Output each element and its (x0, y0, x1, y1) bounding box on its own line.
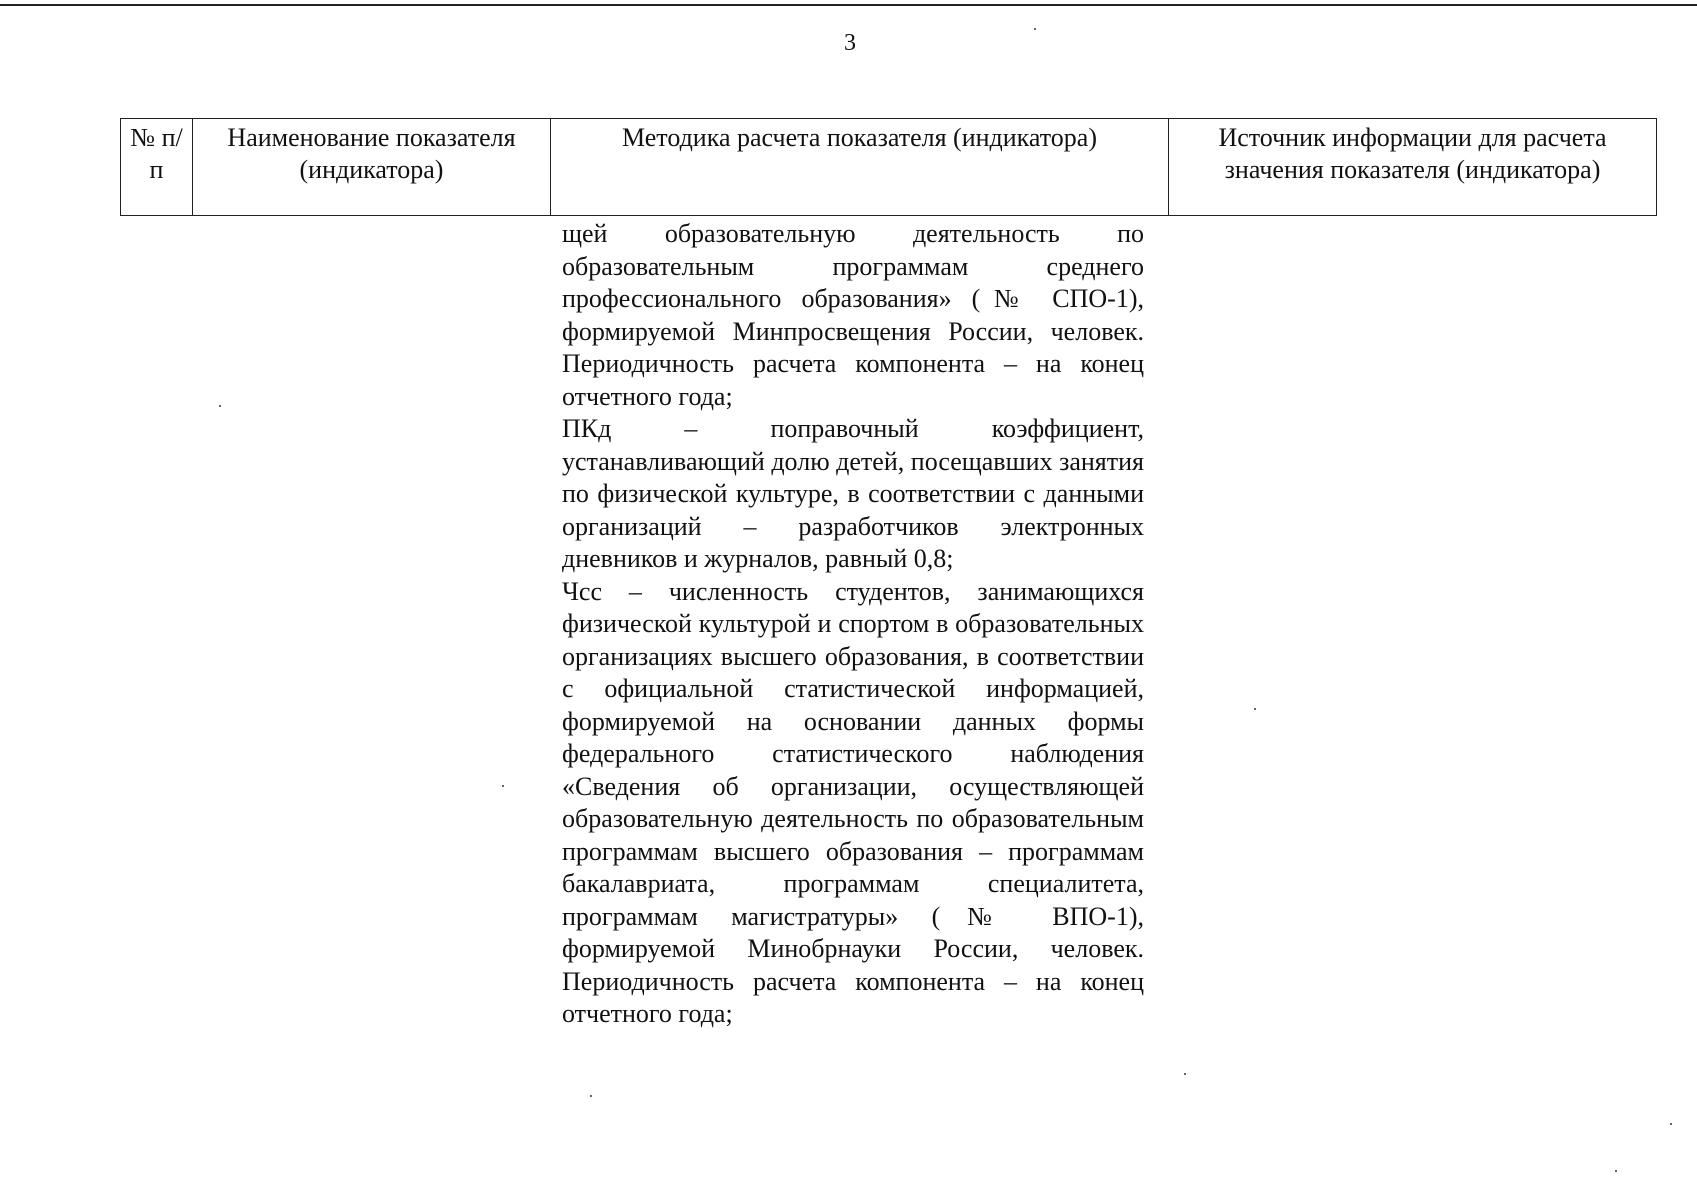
indicator-table-header (120, 118, 1657, 216)
table-header-row (121, 119, 1657, 216)
scan-speck (1670, 1123, 1672, 1125)
top-border-line (0, 4, 1697, 6)
scan-speck (590, 1095, 592, 1097)
scan-speck (1184, 1073, 1186, 1075)
header-cell-number: № п/п (121, 119, 193, 216)
scan-speck (1254, 708, 1256, 710)
scan-speck (219, 405, 221, 407)
method-paragraph: Чсс – численность студентов, занимающихся физической культурой и спортом в образовательных организациях высшего образования, в соответствии с официальной статистической информацией, формируемой на основании данных формы федерального статистического наблюдения «Сведения об организации, осуществляющей образовательную деятельность по образовательным программам высшего образования – программам бакалавриата, программам специалитета, программам магистратуры» (№ ВПО-1), формируемой Минобрнауки России, человек. Периодичность расчета компонента – на конец отчетного года; (562, 576, 1144, 1028)
method-paragraph: щей образовательную деятельность по образовательным программам среднего профессионального образования» (№ СПО-1), формируемой Минпросвещения России, человек. Периодичность расчета компонента – на конец отчетного года; (562, 219, 1144, 411)
page-number: 3 (844, 30, 856, 56)
scan-speck (1615, 1170, 1617, 1172)
header-cell-information-source: Источник информации для расчета значения показателя (индикатора) (1169, 119, 1657, 216)
method-paragraph: ПКд – поправочный коэффициент, устанавливающий долю детей, посещавших занятия по физической культуре, в соответствии с данными организаций – разработчиков электронных дневников и журналов, равный 0,8; (562, 414, 1144, 573)
header-cell-indicator-name: Наименование показателя (индикатора) (193, 119, 551, 216)
calculation-method-text (562, 218, 1144, 1031)
scan-speck (502, 785, 504, 787)
scan-speck (1034, 28, 1036, 30)
header-cell-calculation-method: Методика расчета показателя (индикатора) (551, 119, 1169, 216)
